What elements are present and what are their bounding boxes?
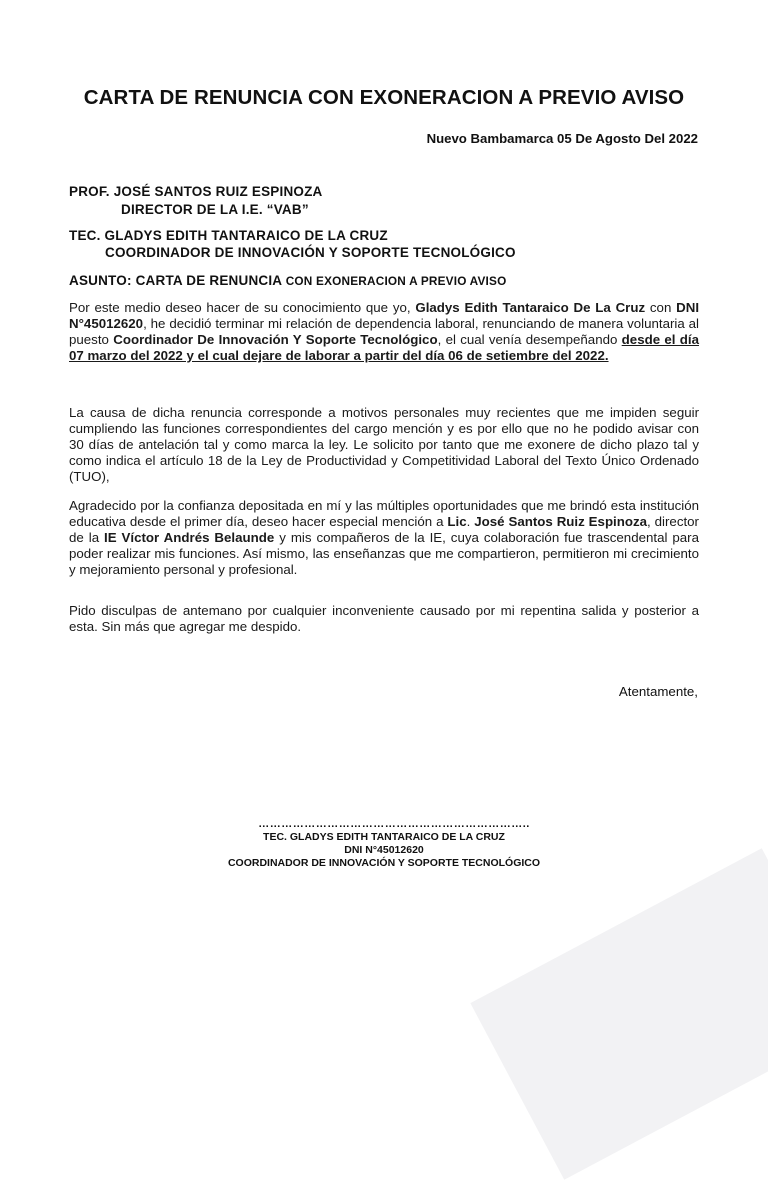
p1-bold-underline-dates: desde el día 07 marzo del 2022 y el cual dejare de laborar a partir del día 06 de setiembre del 2022.	[69, 332, 699, 363]
signature-block	[0, 818, 768, 870]
paragraph-1	[69, 300, 699, 364]
letter-title: CARTA DE RENUNCIA CON EXONERACION A PREVIO AVISO	[83, 86, 685, 109]
p1-text-2: con	[645, 300, 677, 315]
p1-bold-name: Gladys Edith Tantaraico De La Cruz	[415, 300, 646, 315]
sender-name: TEC. GLADYS EDITH TANTARAICO DE LA CRUZ	[69, 228, 388, 243]
signature-line: ……………………………………………………………..	[258, 818, 530, 830]
signature-name: TEC. GLADYS EDITH TANTARAICO DE LA CRUZ	[263, 831, 505, 843]
subject-line	[69, 273, 506, 288]
p1-text-3: , he decidió terminar mi relación de dependencia laboral, renunciando de manera voluntaria al puesto	[69, 316, 699, 347]
paragraph-2: La causa de dicha renuncia corresponde a motivos personales muy recientes que me impiden seguir cumpliendo las funciones correspondientes del cargo mención y es por ello que no he podido avisar con 30 días de antelación tal y como marca la ley. Le solicito por tanto que me exonere de dicho plazo tal y como indica el artículo 18 de la Ley de Productividad y Competitividad Laboral del Texto Único Ordenado (TUO),	[69, 405, 699, 484]
recipient-name: PROF. JOSÉ SANTOS RUIZ ESPINOZA	[69, 184, 323, 199]
recipient-position: DIRECTOR DE LA I.E. “VAB”	[121, 202, 309, 217]
p1-bold-position: Coordinador De Innovación Y Soporte Tecnológico	[113, 332, 438, 347]
p3-bold-director-name: José Santos Ruiz Espinoza	[474, 514, 648, 529]
p3-text-3: , director de la	[69, 514, 699, 545]
letter-date: Nuevo Bambamarca 05 De Agosto Del 2022	[426, 131, 698, 146]
sender-block	[69, 227, 516, 261]
subject-label: ASUNTO: CARTA DE RENUNCIA	[69, 273, 286, 288]
p3-text-4: y mis compañeros de la IE, cuya colaboración fue trascendental para poder realizar mis funciones. Así mismo, las enseñanzas que me compartieron, permitieron mi crecimiento y mejoramiento personal y profesional.	[69, 530, 699, 577]
p3-text-2: .	[466, 514, 475, 529]
p1-bold-dni: DNI N°45012620	[69, 300, 700, 331]
p3-bold-lic: Lic	[447, 514, 467, 529]
p3-text-1: Agradecido por la confianza depositada en mí y las múltiples oportunidades que me brindó esta institución educativa desde el primer día, deseo hacer especial mención a	[69, 498, 699, 529]
subject-text: CON EXONERACION A PREVIO AVISO	[285, 274, 507, 288]
signature-dni: DNI N°45012620	[344, 844, 424, 856]
p1-text-1: Por este medio deseo hacer de su conocimiento que yo,	[69, 300, 416, 315]
closing-text: Atentamente,	[618, 684, 698, 699]
paragraph-4: Pido disculpas de antemano por cualquier inconveniente causado por mi repentina salida y posterior a esta. Sin más que agregar me despido.	[69, 603, 699, 634]
corner-decoration	[470, 848, 768, 1180]
sender-position: COORDINADOR DE INNOVACIÓN Y SOPORTE TECNOLÓGICO	[105, 245, 516, 260]
p1-text-4: , el cual venía desempeñando	[437, 332, 622, 347]
paragraph-3	[69, 498, 699, 578]
p3-bold-school: IE Víctor Andrés Belaunde	[104, 530, 275, 545]
signature-position: COORDINADOR DE INNOVACIÓN Y SOPORTE TECNOLÓGICO	[227, 857, 541, 869]
recipient-block	[69, 183, 323, 219]
